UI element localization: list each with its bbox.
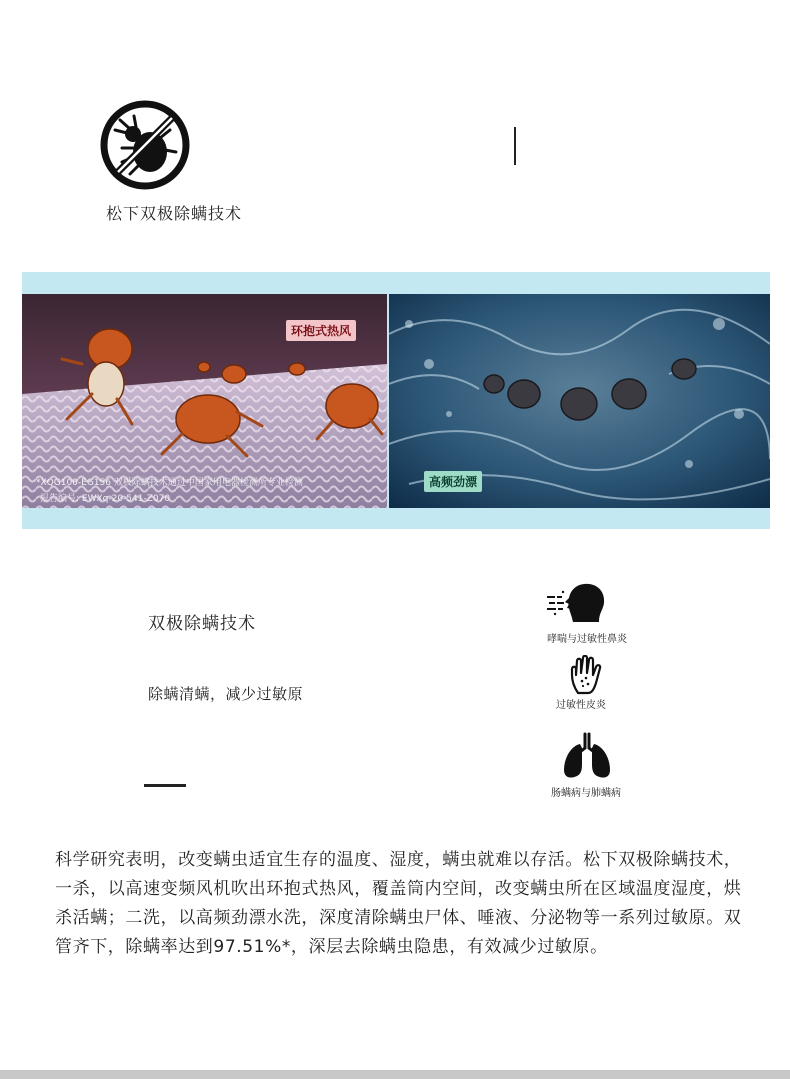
bottom-strip bbox=[0, 1070, 790, 1079]
no-mite-icon bbox=[100, 100, 190, 190]
report-number: 报告编号: EWXq-20-541-Z070 bbox=[40, 494, 171, 504]
sneezing-head-icon bbox=[545, 582, 607, 624]
hand-rash-icon bbox=[568, 655, 606, 695]
symptom-label-dermatitis: 过敏性皮炎 bbox=[556, 700, 606, 711]
short-rule bbox=[144, 784, 186, 787]
high-frequency-rinse-tag: 高频劲漂 bbox=[424, 471, 482, 492]
symptom-label-acariasis: 肠螨病与肺螨病 bbox=[551, 788, 621, 799]
description-paragraph: 科学研究表明，改变螨虫适宜生存的温度、湿度，螨虫就难以存活。松下双极除螨技术，一杀，以高速变频风机吹出环抱式热风，覆盖筒内空间，改变螨虫所在区域温度湿度，烘杀活螨；二洗，以高频劲漂水洗，深度清除螨虫尸体、唾液、分泌物等一系列过敏原。双管齐下，除螨率达到97.51%*，深层去除螨虫隐患，有效减少过敏原。 bbox=[55, 850, 742, 957]
lungs-icon bbox=[561, 732, 613, 780]
feature-subtext: 除螨清螨，减少过敏原 bbox=[148, 685, 304, 703]
feature-heading: 双极除螨技术 bbox=[148, 614, 256, 634]
certification-note: *XQG100-EG156 双极除螨技术通过中国家用电器检测所专业检测 bbox=[36, 478, 303, 488]
hot-air-tag: 环抱式热风 bbox=[286, 320, 356, 341]
logo-caption: 松下双极除螨技术 bbox=[106, 204, 243, 223]
symptom-label-asthma: 哮喘与过敏性鼻炎 bbox=[547, 634, 627, 645]
vertical-divider bbox=[514, 127, 516, 165]
